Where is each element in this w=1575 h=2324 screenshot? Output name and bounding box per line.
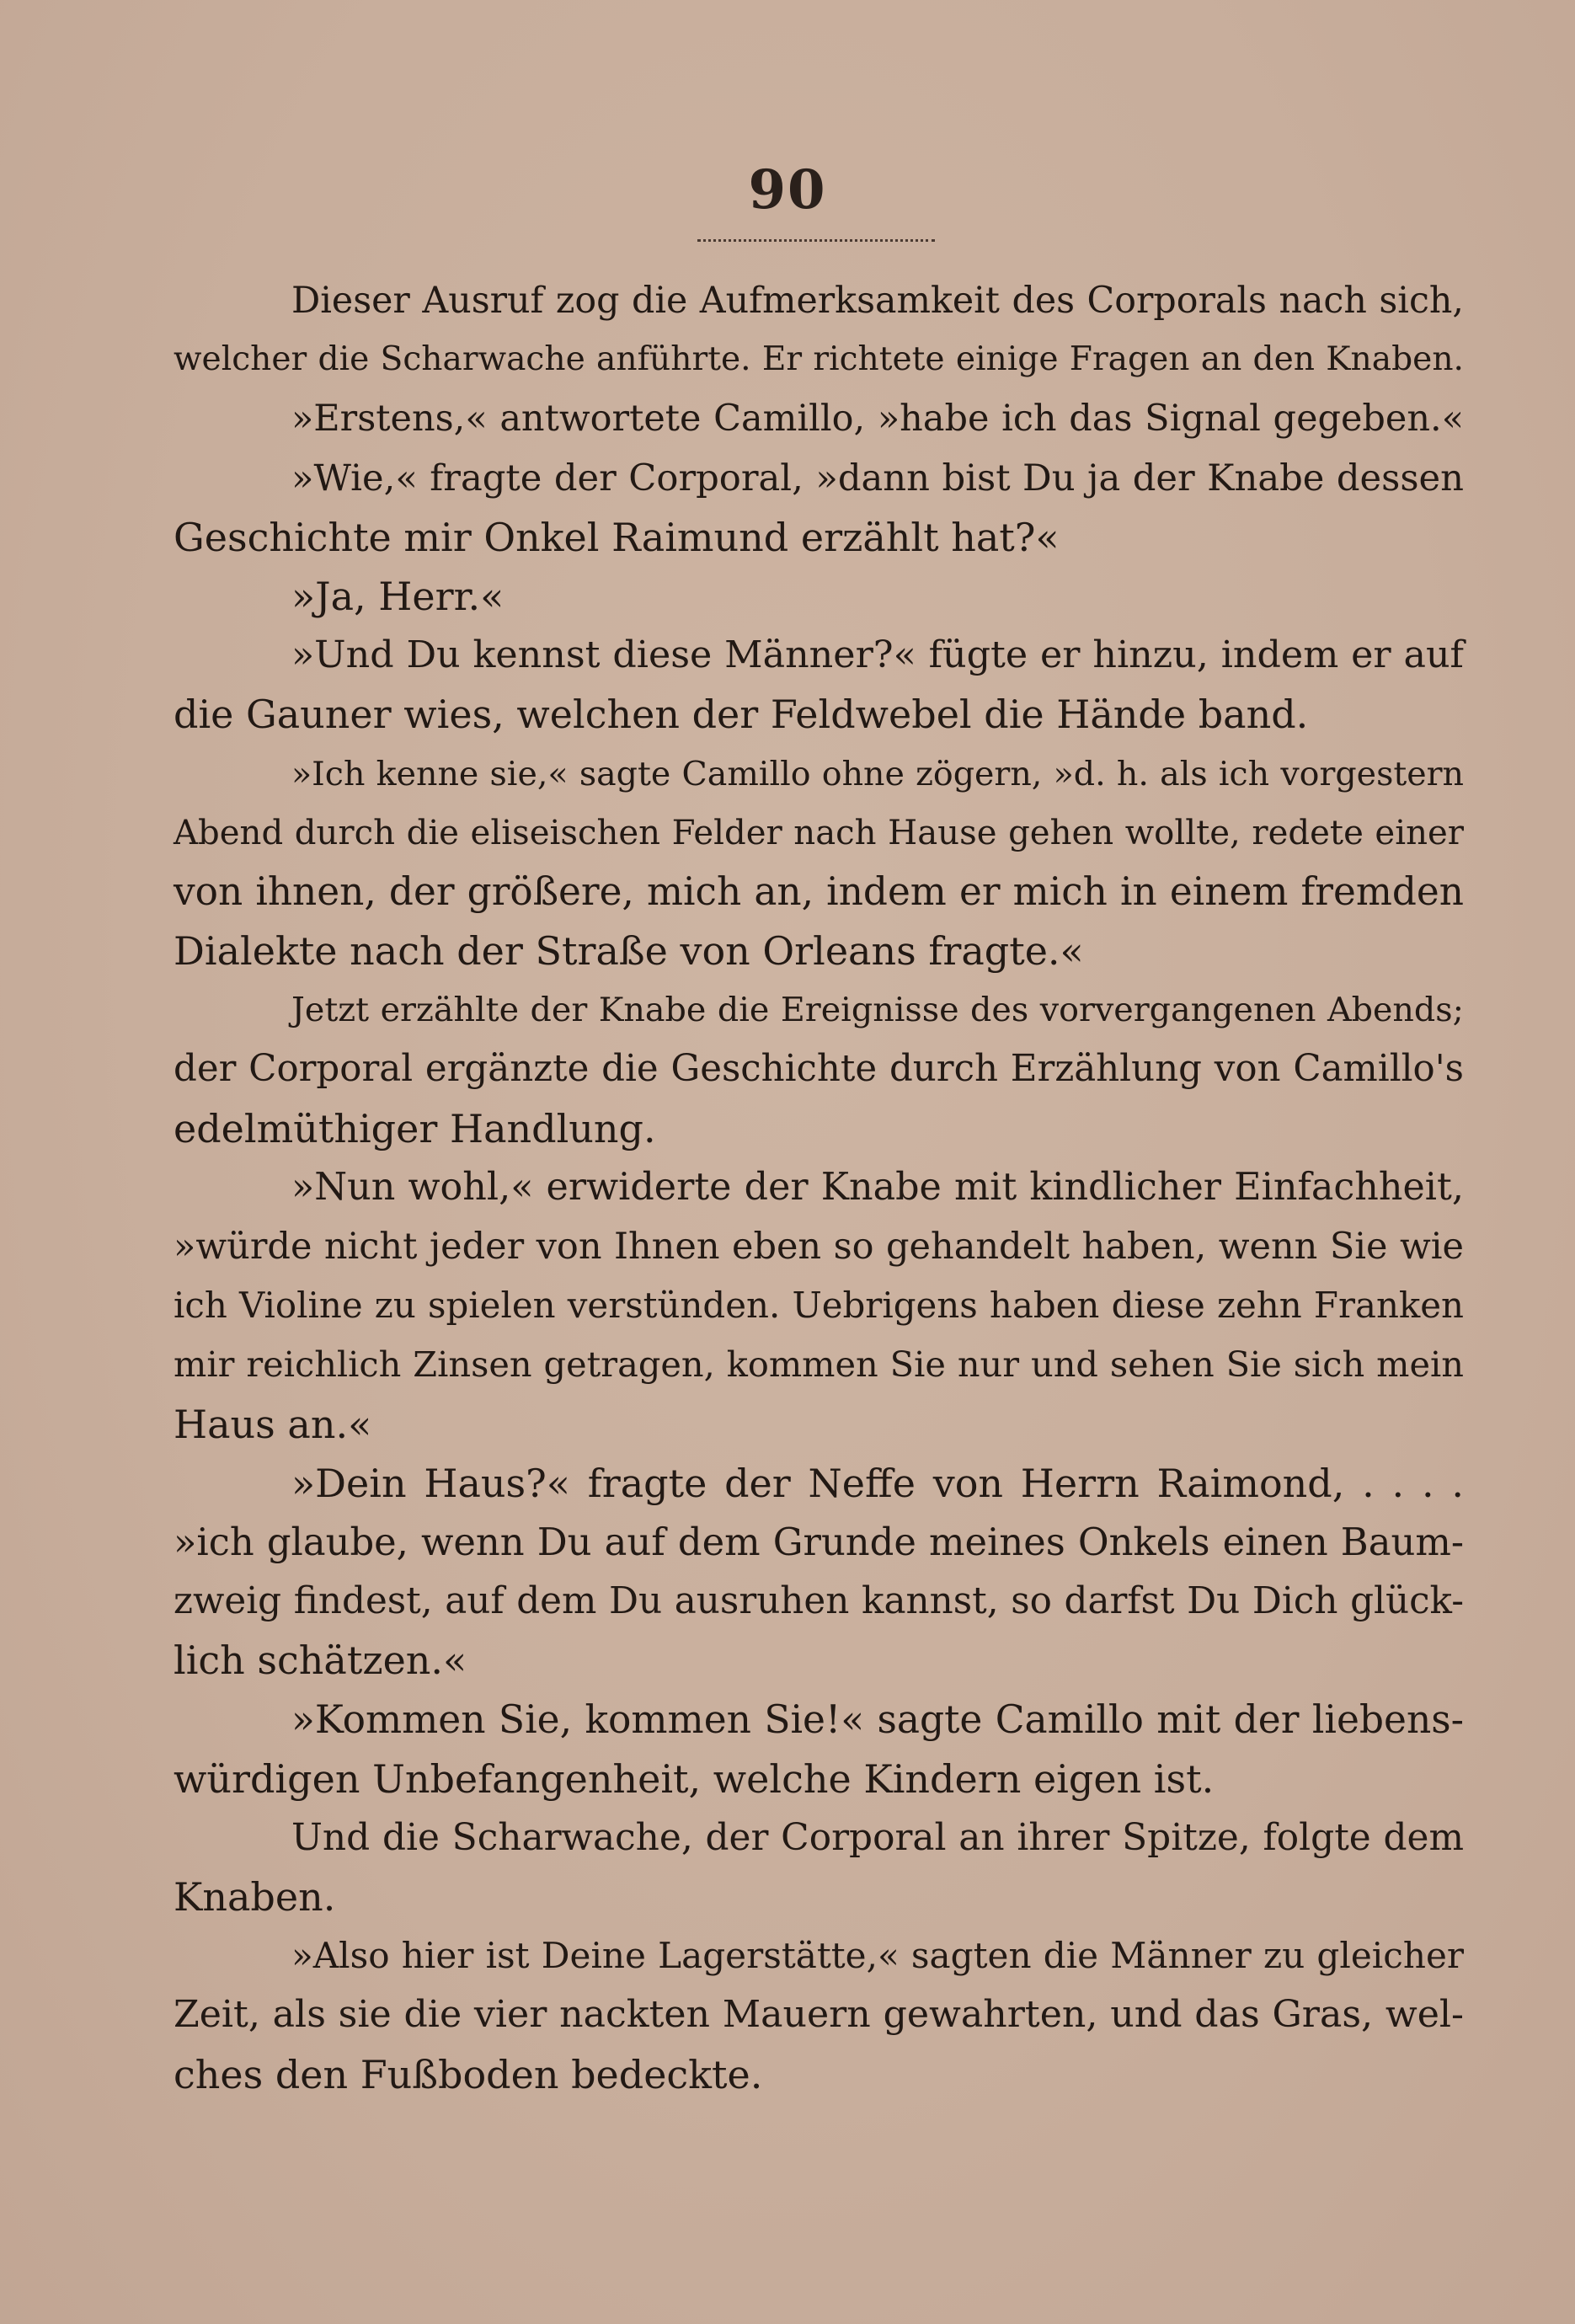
text-line: »Ja, Herr.«	[291, 573, 505, 619]
page-number: 90	[748, 158, 827, 222]
text-line: »Dein Haus?« fragte der Neffe von Herrn Raimond, . . . .	[291, 1460, 1464, 1506]
text-line: edelmüthiger Handlung.	[174, 1105, 656, 1151]
text-line: die Gauner wies, welchen der Feldwebel die Hände band.	[174, 692, 1309, 738]
text-line: Jetzt erzählte der Knabe die Ereignisse des vorvergangenen Abends;	[291, 991, 1464, 1030]
text-line: »Erstens,« antwortete Camillo, »habe ich das Signal gegeben.«	[291, 398, 1464, 441]
text-line: lich schätzen.«	[174, 1637, 467, 1684]
text-line: welcher die Scharwache anführte. Er richtete einige Fragen an den Knaben.	[174, 340, 1464, 379]
text-line: »Kommen Sie, kommen Sie!« sagte Camillo mit der liebens-	[291, 1696, 1464, 1742]
text-line: »Nun wohl,« erwiderte der Knabe mit kindlicher Einfachheit,	[291, 1165, 1464, 1209]
text-line: Dialekte nach der Straße von Orleans fragte.«	[174, 928, 1084, 975]
text-line: mir reichlich Zinsen getragen, kommen Sie nur und sehen Sie sich mein	[174, 1344, 1464, 1386]
text-line: ches den Fußboden bedeckte.	[174, 2051, 763, 2097]
text-line: »Also hier ist Deine Lagerstätte,« sagten die Männer zu gleicher	[291, 1935, 1464, 1977]
text-line: Und die Scharwache, der Corporal an ihrer Spitze, folgte dem	[291, 1815, 1464, 1859]
body-text	[174, 271, 1464, 2104]
text-line: »Und Du kennst diese Männer?« fügte er hinzu, indem er auf	[291, 633, 1464, 677]
text-line: Haus an.«	[174, 1401, 372, 1447]
text-line: Dieser Ausruf zog die Aufmerksamkeit des Corporals nach sich,	[291, 280, 1464, 322]
text-line: »ich glaube, wenn Du auf dem Grunde meines Onkels einen Baum-	[174, 1519, 1464, 1564]
text-line: »Ich kenne sie,« sagte Camillo ohne zögern, »d. h. als ich vorgestern	[291, 754, 1464, 793]
text-line: Geschichte mir Onkel Raimund erzählt hat?«	[174, 514, 1060, 560]
text-line: Zeit, als sie die vier nackten Mauern gewahrten, und das Gras, wel-	[174, 1993, 1464, 2037]
text-line: der Corporal ergänzte die Geschichte durch Erzählung von Camillo's	[174, 1048, 1464, 1091]
text-line: »würde nicht jeder von Ihnen eben so gehandelt haben, wenn Sie wie	[174, 1226, 1464, 1268]
header-dotted-rule	[697, 239, 935, 242]
text-line: zweig findest, auf dem Du ausruhen kannst, so darfst Du Dich glück-	[174, 1579, 1464, 1623]
text-line: von ihnen, der größere, mich an, indem er mich in einem fremden	[174, 868, 1464, 914]
text-line: würdigen Unbefangenheit, welche Kindern eigen ist.	[174, 1755, 1215, 1802]
text-line: »Wie,« fragte der Corporal, »dann bist Du ja der Knabe dessen	[291, 457, 1464, 500]
text-line: ich Violine zu spielen verstünden. Uebrigens haben diese zehn Franken	[174, 1285, 1464, 1327]
text-line: Knaben.	[174, 1874, 336, 1921]
text-line: Abend durch die eliseischen Felder nach Hause gehen wollte, redete einer	[174, 813, 1464, 852]
